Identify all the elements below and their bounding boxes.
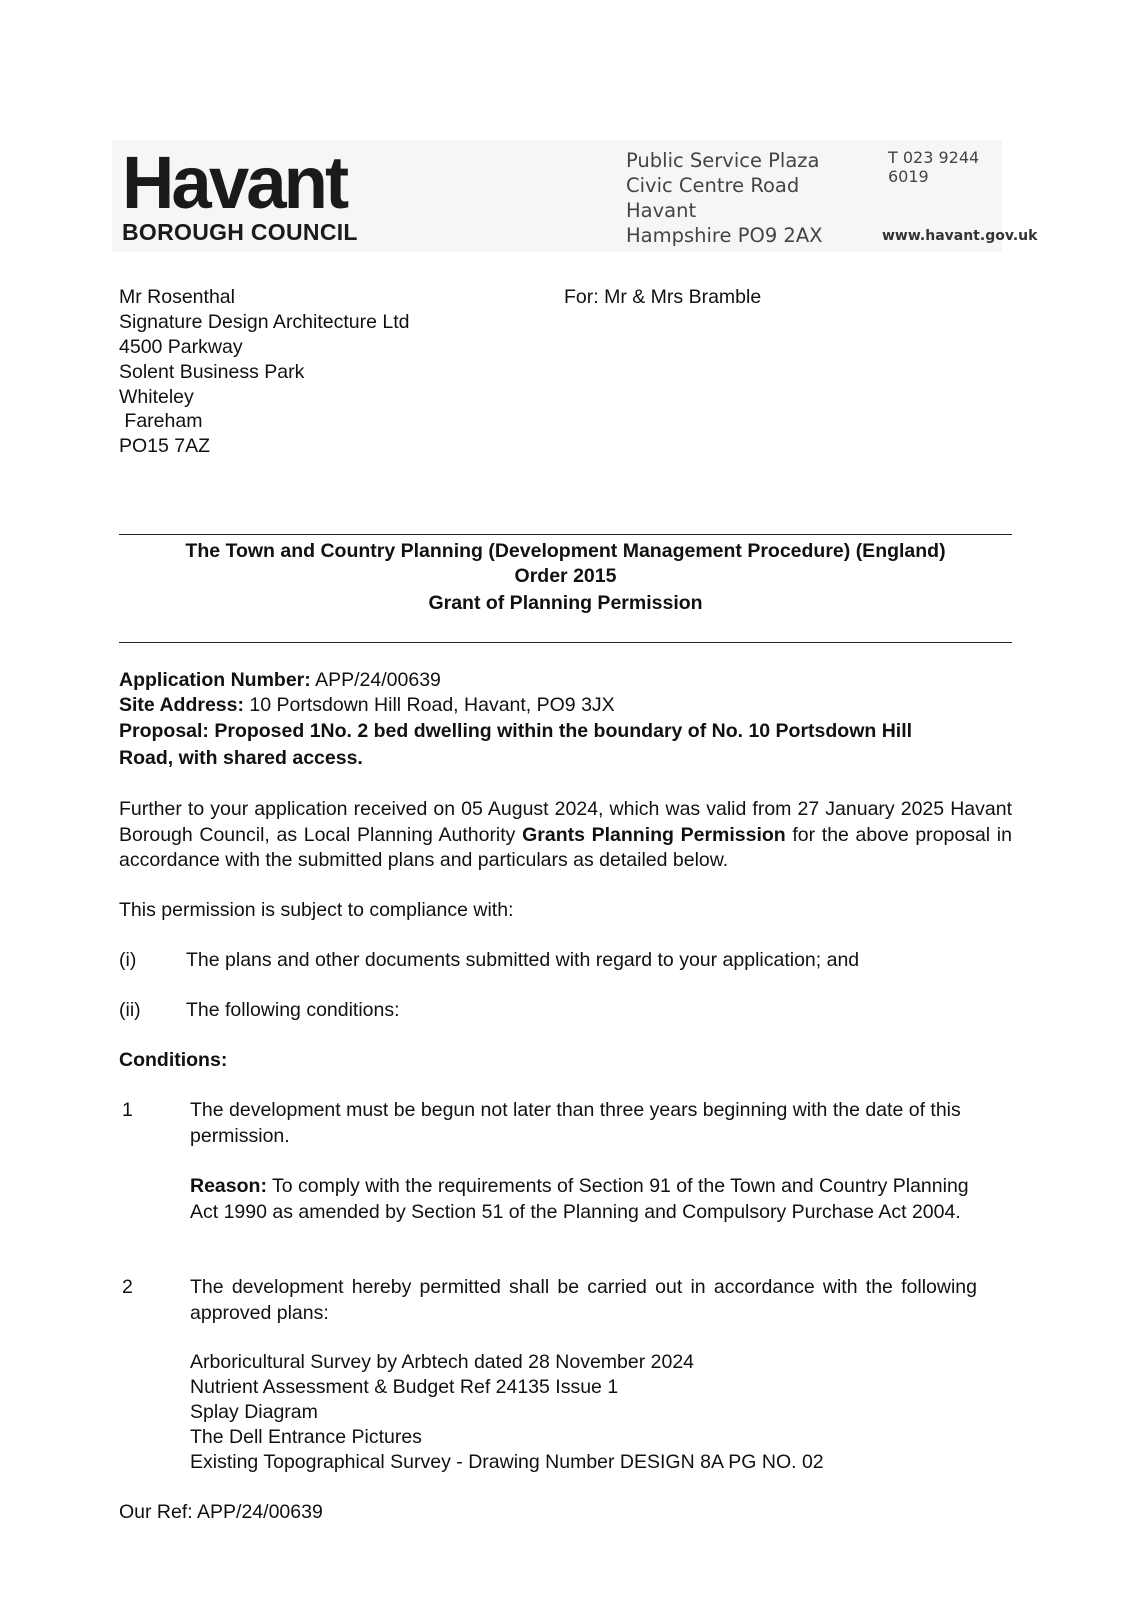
- recipient-name: Mr Rosenthal: [119, 286, 235, 308]
- divider: [119, 642, 1012, 643]
- title-act: The Town and Country Planning (Development Management Procedure) (England): [185, 540, 946, 562]
- condition-reason: [190, 1174, 980, 1225]
- site-address-label: Site Address:: [119, 694, 244, 716]
- title-order: Order 2015: [514, 565, 617, 587]
- reason-text: To comply with the requirements of Section 91 of the Town and Country Planning Act 1990 as amended by Section 51 of the Planning and Compulsory Purchase Act 2004.: [190, 1175, 969, 1223]
- list-item-text: The plans and other documents submitted with regard to your application; and: [186, 949, 860, 971]
- title-grant: Grant of Planning Permission: [428, 592, 703, 614]
- application-number: APP/24/00639: [315, 669, 441, 691]
- intro-paragraph: [119, 797, 1012, 874]
- recipient-address-line: 4500 Parkway: [119, 336, 243, 358]
- intro-text: Further to your application received on 05 August 2024, which was valid from 27 January 2025 Havant Borough Council, as Local Planning Authority: [119, 798, 1012, 846]
- application-number-row: [119, 668, 441, 693]
- list-item-number: (ii): [119, 999, 141, 1021]
- recipient-address-line: Fareham: [119, 410, 203, 432]
- intro-text: for the above proposal in accordance with the submitted plans and particulars as detailed below.: [119, 823, 1012, 871]
- approved-plan: Existing Topographical Survey - Drawing Number DESIGN 8A PG NO. 02: [190, 1451, 824, 1473]
- divider: [119, 534, 1012, 535]
- council-phone: T 023 9244 6019: [888, 148, 980, 186]
- subject-text: This permission is subject to compliance with:: [119, 899, 514, 921]
- council-address-line: Hampshire PO9 2AX: [626, 224, 823, 247]
- recipient-address-line: Solent Business Park: [119, 361, 305, 383]
- council-website: www.havant.gov.uk: [882, 228, 1038, 244]
- council-address-line: Havant: [626, 199, 697, 222]
- council-address-line: Public Service Plaza: [626, 149, 820, 172]
- application-number-label: Application Number:: [119, 669, 311, 691]
- conditions-heading: Conditions:: [119, 1049, 228, 1071]
- proposal-line: Proposal: Proposed 1No. 2 bed dwelling within the boundary of No. 10 Portsdown Hill: [119, 720, 913, 742]
- council-logo-subtitle: BOROUGH COUNCIL: [122, 219, 358, 245]
- reason-label: Reason:: [190, 1175, 267, 1197]
- recipient-postcode: PO15 7AZ: [119, 435, 211, 457]
- recipient-address-line: Whiteley: [119, 386, 194, 408]
- condition-text: The development hereby permitted shall be carried out in accordance with the following approved plans:: [190, 1276, 977, 1324]
- recipient-company: Signature Design Architecture Ltd: [119, 311, 410, 333]
- our-reference: Our Ref: APP/24/00639: [119, 1501, 323, 1523]
- council-logo-wordmark: Havant: [122, 141, 347, 224]
- site-address-row: [119, 693, 615, 718]
- approved-plan: Arboricultural Survey by Arbtech dated 28 November 2024: [190, 1351, 695, 1373]
- approved-plan: The Dell Entrance Pictures: [190, 1426, 422, 1448]
- condition-number: 1: [122, 1099, 133, 1121]
- condition-text: The development must be begun not later than three years beginning with the date of this permission.: [190, 1099, 961, 1147]
- proposal-line: Road, with shared access.: [119, 747, 363, 769]
- condition-number: 2: [122, 1276, 133, 1298]
- list-item-number: (i): [119, 949, 137, 971]
- letterhead: [112, 140, 1038, 252]
- intro-grant-text: Grants Planning Permission: [522, 823, 786, 846]
- approved-plan: Splay Diagram: [190, 1401, 318, 1423]
- council-address-line: Civic Centre Road: [626, 174, 800, 197]
- site-address: 10 Portsdown Hill Road, Havant, PO9 3JX: [249, 694, 615, 716]
- applicant-for: For: Mr & Mrs Bramble: [564, 286, 762, 308]
- approved-plan: Nutrient Assessment & Budget Ref 24135 Issue 1: [190, 1376, 619, 1398]
- list-item-text: The following conditions:: [186, 999, 400, 1021]
